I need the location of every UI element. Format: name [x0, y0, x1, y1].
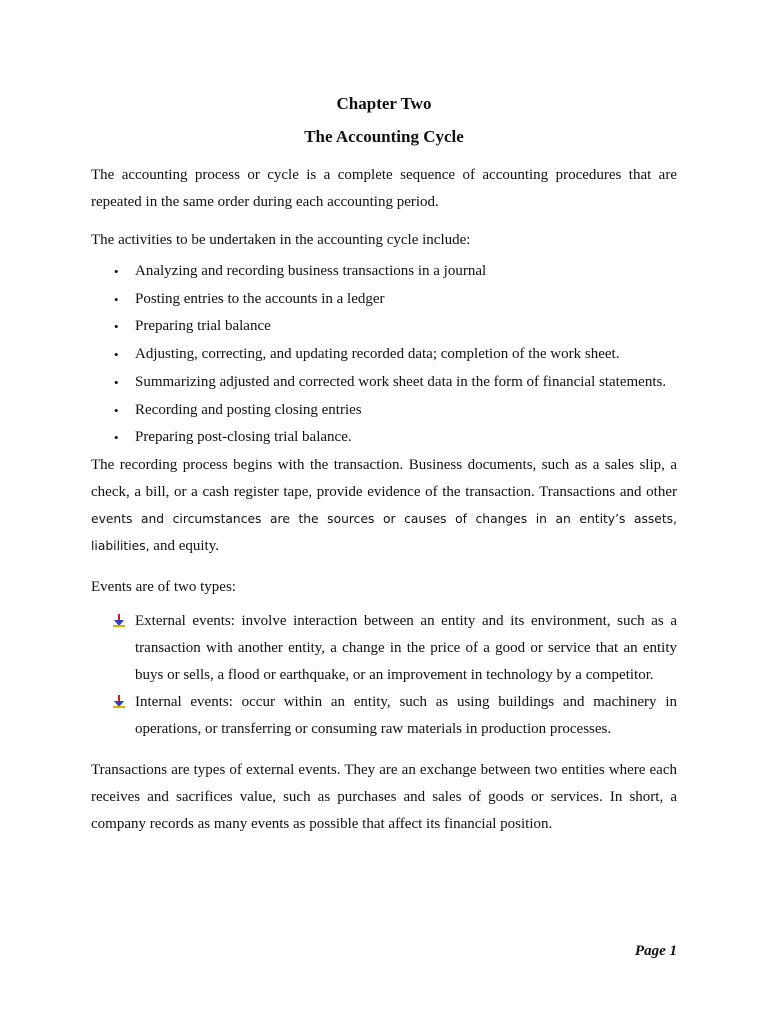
events-lead: Events are of two types: — [91, 578, 236, 595]
bullet-icon: • — [114, 430, 119, 446]
list-item — [91, 424, 677, 452]
list-item-text: Summarizing adjusted and corrected work sheet data in the form of financial statements. — [135, 373, 667, 390]
list-item — [91, 258, 677, 286]
chapter-title: The Accounting Cycle — [304, 127, 464, 146]
activities-lead: The activities to be undertaken in the accounting cycle include: — [91, 232, 471, 248]
page-number: Page 1 — [634, 943, 677, 959]
recording-paragraph — [91, 452, 677, 560]
bullet-icon: • — [114, 319, 119, 335]
chapter-heading: Chapter Two — [336, 94, 432, 113]
list-item — [91, 397, 677, 425]
list-item-text: Preparing trial balance — [135, 318, 271, 335]
list-item-text: Posting entries to the accounts in a ledger — [135, 290, 385, 307]
list-item — [91, 286, 677, 314]
list-item-text: External events: involve interaction between an entity and its environment, such as a transaction with another entity, a change in the price of a good or service that an entity buys or sells, a flood or earthquake, or an improvement in technology by a competitor. — [135, 612, 677, 683]
down-arrow-bullet-icon — [113, 695, 125, 708]
bullet-icon: • — [114, 374, 119, 390]
list-item-text: Preparing post-closing trial balance. — [135, 429, 352, 446]
recording-text-3: and equity. — [149, 537, 219, 554]
list-item-text: Internal events: occur within an entity, such as using buildings and machinery in operations, or transferring or consuming raw materials in production processes. — [135, 693, 677, 737]
activities-list — [91, 258, 677, 452]
bullet-icon: • — [114, 291, 119, 307]
transactions-paragraph: Transactions are types of external events. They are an exchange between two entities where each receives and sacrifices value, such as purchases and sales of goods or services. In short, a company records as many events as possible that affect its financial position. — [91, 761, 677, 832]
intro-paragraph: The accounting process or cycle is a complete sequence of accounting procedures that are repeated in the same order during each accounting period. — [91, 167, 677, 210]
list-item-text: Adjusting, correcting, and updating recorded data; completion of the work sheet. — [135, 346, 620, 363]
list-item — [91, 689, 677, 743]
list-item — [91, 313, 677, 341]
list-item — [91, 369, 677, 397]
down-arrow-bullet-icon — [113, 614, 125, 627]
list-item — [91, 608, 677, 689]
list-item — [91, 341, 677, 369]
recording-text-1: The recording process begins with the transaction. Business documents, such as a sales slip, a check, a bill, or a cash register tape, provide evidence of the transaction. Transactions and other — [91, 456, 677, 500]
bullet-icon: • — [114, 264, 119, 279]
recording-text-2: events and circumstances are the sources or causes of changes in an entity’s assets, liabilities, — [91, 511, 677, 553]
events-list — [91, 608, 677, 743]
bullet-icon: • — [114, 347, 119, 363]
list-item-text: Recording and posting closing entries — [135, 401, 362, 418]
bullet-icon: • — [114, 402, 119, 418]
list-item-text: Analyzing and recording business transactions in a journal — [135, 263, 487, 279]
page-content — [91, 92, 677, 838]
